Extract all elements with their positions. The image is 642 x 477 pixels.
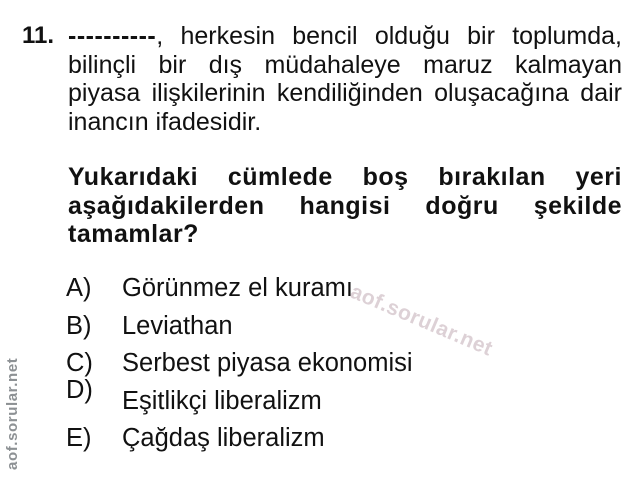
option-b: [66, 310, 586, 348]
question-prompt: [68, 163, 622, 249]
option-d: [66, 375, 586, 423]
question-body-line-1: [68, 22, 622, 51]
question-body-line-3: piyasa ilişkilerinin kendiliğinden oluşacağına dair: [68, 79, 622, 107]
option-a-text: Görünmez el kuramı: [122, 274, 353, 302]
options-list: [66, 272, 586, 460]
option-a: [66, 272, 586, 310]
blank-placeholder-dashes: ----------: [68, 22, 157, 50]
question-prompt-line-1: Yukarıdaki cümlede boş bırakılan yeri: [68, 163, 622, 191]
question-body-line-2: bilinçli bir dış müdahaleye maruz kalmayan: [68, 50, 622, 79]
question-body-line-1-text: , herkesin bencil olduğu bir toplumda,: [156, 22, 622, 50]
option-c-text: Serbest piyasa ekonomisi: [122, 349, 413, 377]
option-c: [66, 347, 586, 385]
question-prompt-line-3: tamamlar?: [68, 220, 199, 248]
question-body: [68, 22, 622, 136]
watermark-diagonal: aof.sorular.net: [347, 280, 497, 361]
option-e-text: Çağdaş liberalizm: [122, 424, 325, 452]
option-b-letter: B): [66, 311, 92, 340]
question-body-line-4: inancın ifadesidir.: [68, 107, 262, 136]
watermark-vertical: aof.sorular.net: [4, 357, 21, 470]
question-number: 11.: [22, 22, 55, 49]
option-e: [66, 422, 586, 460]
option-d-letter: D): [66, 375, 93, 404]
option-a-letter: A): [66, 274, 92, 302]
option-b-text: Leviathan: [122, 311, 233, 340]
question-prompt-line-2: aşağıdakilerden hangisi doğru şekilde: [68, 191, 622, 220]
option-c-letter: C): [66, 349, 93, 377]
option-e-letter: E): [66, 424, 92, 452]
option-d-text: Eşitlikçi liberalizm: [122, 386, 322, 415]
